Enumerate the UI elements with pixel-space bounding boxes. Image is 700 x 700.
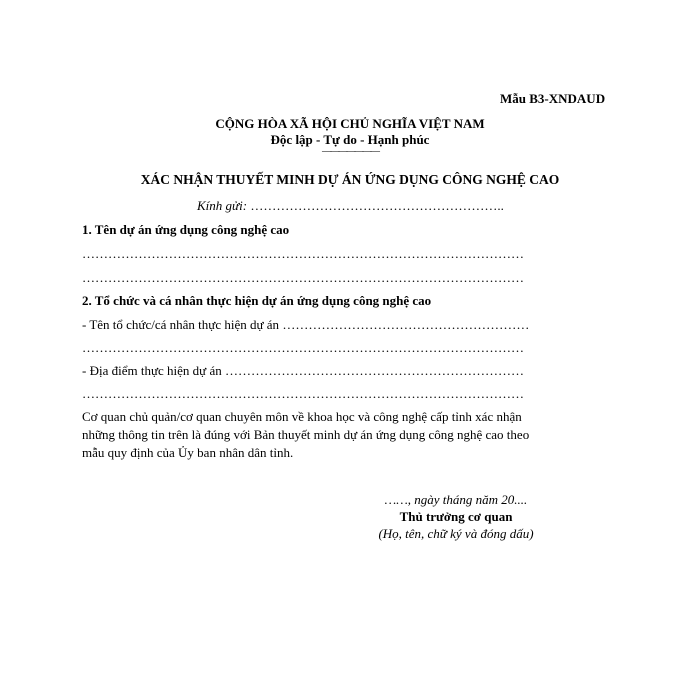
section2-heading: 2. Tổ chức và cá nhân thực hiện dự án ứng dụng công nghệ cao — [82, 293, 432, 308]
section1-dotted-line: ………………………………………………………………………………………… — [82, 246, 524, 261]
org-name-fill: ………………………………………………… — [282, 317, 530, 332]
recipient-line — [197, 198, 504, 214]
place-line — [82, 363, 524, 379]
document-title: XÁC NHẬN THUYẾT MINH DỰ ÁN ỨNG DỤNG CÔNG NGHỆ CAO — [140, 172, 560, 187]
motto: Độc lập - Tự do - Hạnh phúc — [270, 132, 430, 147]
recipient-label: Kính gửi: — [197, 198, 248, 213]
org-name-label: - Tên tổ chức/cá nhân thực hiện dự án — [82, 317, 280, 332]
national-title: CỘNG HÒA XÃ HỘI CHỦ NGHĨA VIỆT NAM — [215, 116, 485, 131]
section2-dotted-line: ………………………………………………………………………………………… — [82, 340, 524, 355]
recipient-fill: ………………………………………………….. — [250, 198, 504, 213]
section2-dotted-line: ………………………………………………………………………………………… — [82, 386, 524, 401]
header-rule: ――――――― — [322, 146, 378, 157]
confirmation-line: những thông tin trên là đúng với Bản thuyết minh dự án ứng dụng công nghệ cao theo — [82, 427, 530, 442]
place-label: - Địa điểm thực hiện dự án — [82, 363, 222, 378]
signature-role: Thủ trưởng cơ quan — [399, 509, 513, 524]
form-code: Mẫu B3-XNDAUD — [500, 91, 606, 106]
section1-heading: 1. Tên dự án ứng dụng công nghệ cao — [82, 222, 290, 237]
confirmation-line: Cơ quan chủ quản/cơ quan chuyên môn về khoa học và công nghệ cấp tỉnh xác nhận — [82, 409, 522, 424]
org-name-line — [82, 317, 529, 333]
signature-note: (Họ, tên, chữ ký và đóng dấu) — [378, 526, 534, 541]
confirmation-line: mẫu quy định của Ủy ban nhân dân tỉnh. — [82, 445, 294, 460]
place-fill: …………………………………………………………… — [224, 363, 524, 378]
section1-dotted-line: ………………………………………………………………………………………… — [82, 270, 524, 285]
signature-date: ……, ngày tháng năm 20.... — [384, 492, 528, 507]
